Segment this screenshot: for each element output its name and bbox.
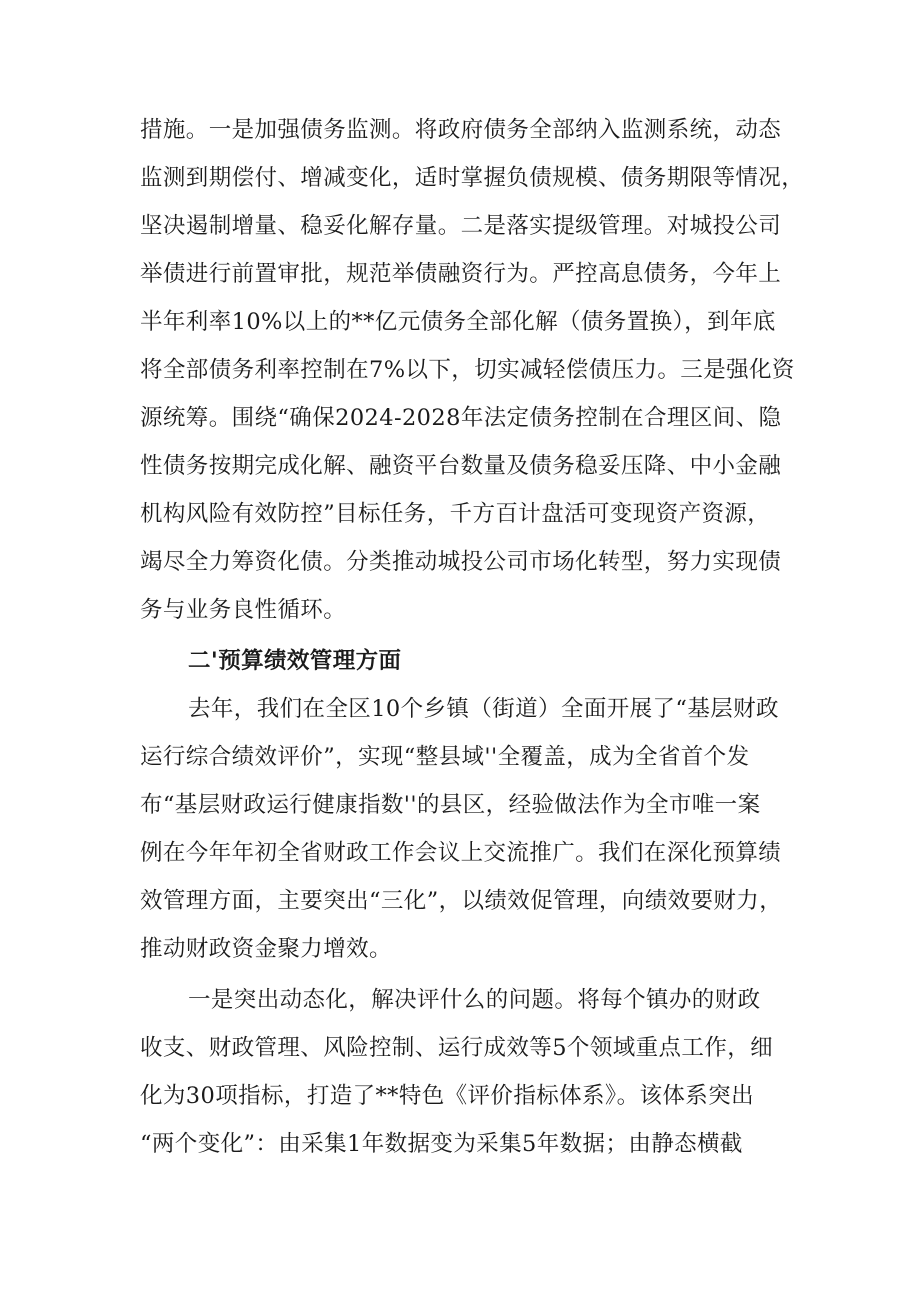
paragraph-1-line-5: 半年利率10%以上的**亿元债务全部化解（债务置换），到年底 bbox=[140, 309, 776, 335]
paragraph-2-line-1: 去年，我们在全区10个乡镇（街道）全面开展了“基层财政 bbox=[188, 696, 779, 722]
paragraph-2-line-6: 推动财政资金聚力增效。 bbox=[140, 936, 392, 962]
paragraph-1-line-1: 措施。一是加强债务监测。将政府债务全部纳入监测系统，动态 bbox=[140, 117, 782, 143]
paragraph-2-line-2: 运行综合绩效评价”，实现“整县域''全覆盖，成为全省首个发 bbox=[140, 744, 750, 770]
paragraph-1-line-3: 坚决遏制增量、稳妥化解存量。二是落实提级管理。对城投公司 bbox=[140, 213, 782, 239]
paragraph-3-line-2: 收支、财政管理、风险控制、运行成效等5个领域重点工作，细 bbox=[140, 1035, 774, 1061]
paragraph-2-line-4: 例在今年年初全省财政工作会议上交流推广。我们在深化预算绩 bbox=[140, 840, 782, 866]
paragraph-1-line-9: 机构风险有效防控”目标任务，千方百计盘活可变现资产资源， bbox=[140, 501, 771, 527]
paragraph-1-line-4: 举债进行前置审批，规范举债融资行为。严控高息债务，今年上 bbox=[140, 261, 782, 287]
paragraph-3-line-3: 化为30项指标，打造了**特色《评价指标体系》。该体系突出 bbox=[140, 1083, 754, 1109]
paragraph-1-line-11: 务与业务良性循环。 bbox=[140, 597, 347, 623]
paragraph-2-line-5: 效管理方面，主要突出“三化”，以绩效促管理，向绩效要财力， bbox=[140, 888, 783, 914]
paragraph-1-line-2: 监测到期偿付、增减变化，适时掌握负债规模、债务期限等情况， bbox=[140, 165, 805, 191]
paragraph-3-line-4: “两个变化”：由采集1年数据变为采集5年数据；由静态横截 bbox=[140, 1131, 743, 1157]
paragraph-3-line-1: 一是突出动态化，解决评什么的问题。将每个镇办的财政 bbox=[188, 987, 761, 1013]
paragraph-1-line-7: 源统筹。围绕“确保2024-2028年法定债务控制在合理区间、隐 bbox=[140, 405, 782, 431]
paragraph-1-line-10: 竭尽全力筹资化债。分类推动城投公司市场化转型，努力实现债 bbox=[140, 549, 782, 575]
paragraph-2-line-3: 布“基层财政运行健康指数''的县区，经验做法作为全市唯一案 bbox=[140, 792, 761, 818]
section-heading: 二'预算绩效管理方面 bbox=[188, 648, 402, 674]
paragraph-1-line-8: 性债务按期完成化解、融资平台数量及债务稳妥压降、中小金融 bbox=[140, 453, 782, 479]
paragraph-1-line-6: 将全部债务利率控制在7%以下，切实减轻偿债压力。三是强化资 bbox=[140, 357, 795, 383]
